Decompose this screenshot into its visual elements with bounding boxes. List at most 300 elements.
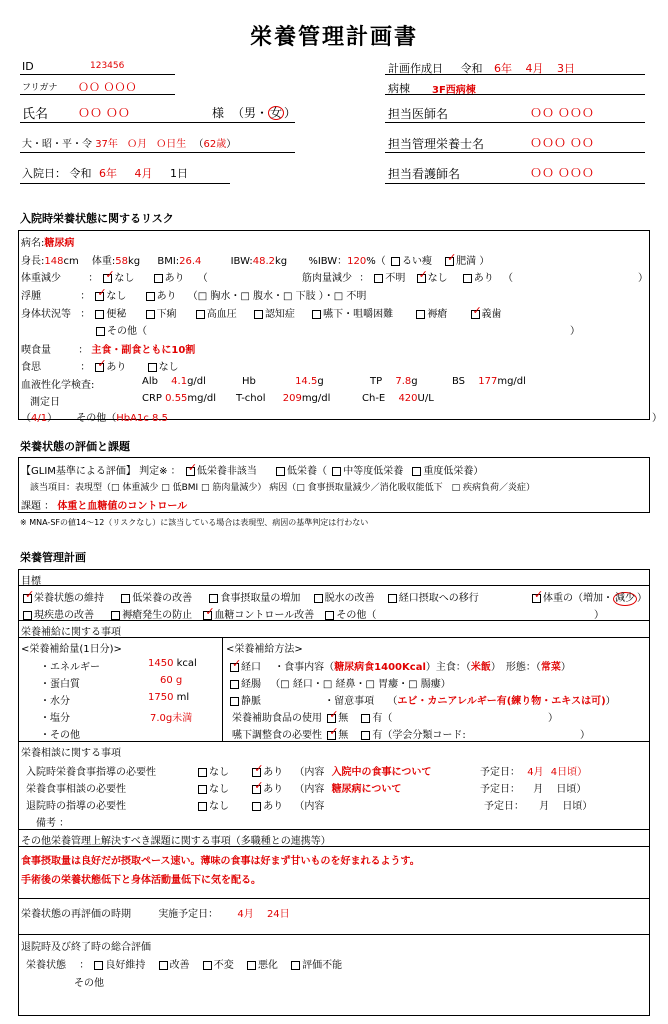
swallow-none-label: 無 bbox=[338, 730, 349, 741]
plan-date-year: 6年 bbox=[494, 62, 512, 75]
goals-row-2 bbox=[21, 606, 376, 621]
glim-severe-checkbox[interactable] bbox=[412, 467, 421, 476]
plan-date-label: 計画作成日 bbox=[388, 62, 443, 75]
height-unit: cm bbox=[63, 256, 79, 267]
name-value: ＯＯ ＯＯ bbox=[78, 106, 130, 120]
lab-label: 血液性化学検査: bbox=[21, 380, 95, 391]
body-other-label: その他（ bbox=[107, 326, 147, 337]
content-open: （内容 bbox=[294, 801, 325, 812]
oral-row bbox=[228, 658, 571, 673]
pressure-ulcer-label: 褥瘡 bbox=[427, 309, 448, 320]
swallow-row bbox=[232, 726, 466, 741]
goals-row-1 bbox=[21, 589, 479, 604]
body-status-row bbox=[21, 305, 502, 320]
tchol-field bbox=[236, 393, 330, 404]
final-unable-label: 評価不能 bbox=[302, 960, 343, 971]
sex-close: ） bbox=[284, 106, 297, 120]
paren-close: ） bbox=[580, 730, 590, 741]
tube-parts: （□ 経口・□ 経鼻・□ 胃瘻・□ 腸瘻） bbox=[270, 679, 451, 690]
glim-row bbox=[21, 462, 483, 477]
salt-value: 7.0g未満 bbox=[150, 713, 193, 724]
nurse-value: ＯＯ ＯＯＯ bbox=[530, 166, 594, 180]
disease-value: 糖尿病 bbox=[44, 238, 75, 249]
reeval-month: 4月 bbox=[237, 909, 254, 920]
reeval-label: 栄養状態の再評価の時期 bbox=[21, 909, 131, 920]
appetite-none-label: なし bbox=[158, 362, 179, 373]
intake-row bbox=[21, 341, 195, 356]
tp-field bbox=[370, 376, 418, 387]
che-label: Ch-E bbox=[362, 393, 386, 404]
guidance-yes-checkbox[interactable]: ✓ bbox=[254, 761, 264, 775]
goal-glucose-label: 血糖コントロール改善 bbox=[214, 610, 315, 621]
birth-day: Ｏ日生 bbox=[156, 139, 187, 150]
goal-maintain-checkbox[interactable]: ✓ bbox=[25, 587, 35, 601]
weight-loss-row bbox=[21, 269, 208, 284]
age-value: 62歳 bbox=[203, 139, 227, 150]
tube-label: 経腸 bbox=[241, 679, 261, 690]
tchol-label: T-chol bbox=[236, 393, 266, 404]
constipation-checkbox[interactable] bbox=[95, 310, 104, 319]
consult2-yes-checkbox[interactable]: ✓ bbox=[254, 778, 264, 792]
honorific: 様 bbox=[212, 106, 225, 120]
body-status-label: 身体状況等 bbox=[21, 309, 71, 320]
glim-severe-label: 重度低栄養） bbox=[423, 466, 484, 477]
guidance-month: 4月 bbox=[527, 767, 544, 778]
glim-items: 該当項目：表現型（□ 体重減少 □ 低BMI □ 筋肉量減少） 病因（□ 食事摂取量減少／消化吸収能低下 □ 疾病負荷／炎症） bbox=[30, 483, 536, 493]
paren-close: ） bbox=[548, 713, 558, 724]
muscle-row bbox=[302, 269, 513, 284]
risk-section-title: 入院時栄養状態に関するリスク bbox=[20, 212, 174, 225]
oral-checkbox[interactable]: ✓ bbox=[232, 656, 242, 670]
consult2-label: 栄養食事相談の必要性 bbox=[26, 784, 126, 795]
crp-value: 0.55 bbox=[165, 393, 188, 404]
intake-label: 喫食量 bbox=[21, 345, 51, 356]
dietitian-label: 担当管理栄養士名 bbox=[388, 137, 485, 151]
paren-open: （ bbox=[21, 413, 31, 424]
final-status-row bbox=[26, 956, 342, 971]
tube-checkbox[interactable] bbox=[230, 680, 239, 689]
appetite-none-checkbox[interactable] bbox=[148, 363, 157, 372]
energy-field bbox=[148, 658, 197, 669]
appetite-yes-label: あり bbox=[106, 362, 127, 373]
final-good-label: 良好維持 bbox=[105, 960, 146, 971]
ward-label: 病棟 bbox=[388, 82, 410, 95]
meal-value: 糖尿病食1400Kcal bbox=[334, 662, 426, 673]
admission-field bbox=[22, 165, 188, 181]
goal-weight-checkbox[interactable]: ✓ bbox=[534, 587, 544, 601]
goal-other-checkbox[interactable] bbox=[325, 611, 334, 620]
consult2-none-checkbox[interactable] bbox=[198, 785, 207, 794]
edema-yes-label: あり bbox=[156, 291, 177, 302]
hb-field bbox=[242, 376, 324, 387]
swallow-none-checkbox[interactable]: ✓ bbox=[329, 724, 339, 738]
goal-improve-label: 低栄養の改善 bbox=[132, 593, 193, 604]
doctor-label: 担当医師名 bbox=[388, 107, 449, 121]
goal-intake-label: 食事摂取量の増加 bbox=[220, 593, 301, 604]
content-open: （内容 bbox=[294, 767, 325, 778]
alb-label: Alb bbox=[142, 376, 158, 387]
pibw-value: 120 bbox=[347, 256, 367, 267]
paren-close: ） bbox=[560, 662, 571, 673]
water-unit: ml bbox=[176, 692, 190, 703]
ibw-unit: kg bbox=[275, 256, 288, 267]
appetite-yes-checkbox[interactable]: ✓ bbox=[97, 356, 107, 370]
colon: ： bbox=[88, 273, 99, 284]
discharge-none-label: なし bbox=[209, 801, 229, 812]
crp-label: CRP bbox=[142, 393, 162, 404]
energy-value: 1450 bbox=[148, 658, 174, 669]
evaluation-note: ※ MNA-SFの値14〜12（リスクなし）に該当している場合は表現型、病因の基準判定は行わない bbox=[20, 518, 369, 527]
body-other-checkbox[interactable] bbox=[96, 327, 105, 336]
tp-unit: g bbox=[411, 376, 418, 387]
reeval-row bbox=[21, 905, 290, 920]
protein-unit: g bbox=[175, 675, 183, 686]
constipation-label: 便秘 bbox=[106, 309, 127, 320]
id-label: ID bbox=[22, 60, 34, 73]
goal-maintain-label: 栄養状態の維持 bbox=[34, 593, 104, 604]
remarks-label: 備考 ： bbox=[36, 818, 70, 829]
final-worse-checkbox[interactable] bbox=[247, 961, 256, 970]
crp-field bbox=[142, 393, 216, 404]
supplement-yes-label: 有（ bbox=[372, 713, 393, 724]
sex-field bbox=[232, 104, 296, 121]
goal-other-label: その他（ bbox=[336, 610, 377, 621]
muscle-label: 筋肉量減少 bbox=[302, 273, 352, 284]
hypertension-label: 高血圧 bbox=[206, 309, 237, 320]
goal-oral-label: 経口摂取への移行 bbox=[398, 593, 479, 604]
issue-label: 課題 ： bbox=[21, 501, 55, 512]
bs-label: BS bbox=[452, 376, 466, 387]
supply-label: 栄養補給に関する事項 bbox=[21, 627, 121, 638]
body-measure-row bbox=[21, 252, 489, 267]
birth-field bbox=[22, 135, 236, 150]
discharge-yes-label: あり bbox=[263, 801, 284, 812]
guidance-choice bbox=[196, 763, 431, 778]
month-blank: 月 bbox=[533, 784, 544, 795]
goal-label: 目標 bbox=[21, 576, 41, 587]
supplement-none-checkbox[interactable]: ✓ bbox=[329, 707, 339, 721]
final-label: 退院時及び終了時の総合評価 bbox=[21, 942, 151, 953]
thin-checkbox[interactable] bbox=[391, 257, 400, 266]
iv-label: 静脈 bbox=[241, 696, 261, 707]
plan-date-month: 4月 bbox=[525, 62, 544, 75]
measure-date-row bbox=[21, 409, 168, 424]
hypertension-checkbox[interactable] bbox=[196, 310, 205, 319]
birth-year: 37年 bbox=[95, 139, 118, 150]
che-field bbox=[362, 393, 434, 404]
appetite-label: 食思 bbox=[21, 362, 41, 373]
weight-goal-selected: 減少 bbox=[615, 593, 635, 604]
month-blank: 月 bbox=[539, 801, 550, 812]
supplement-label: 栄養補助食品の使用 bbox=[232, 713, 322, 724]
weight-loss-none-checkbox[interactable]: ✓ bbox=[105, 267, 115, 281]
oral-label: 経口 bbox=[241, 662, 261, 673]
glim-label: 【GLIM基準による評価】 判定※ ： bbox=[21, 466, 181, 477]
staple-value: 米飯 bbox=[470, 662, 491, 673]
paren-open: （ bbox=[197, 273, 208, 284]
hb-unit: g bbox=[317, 376, 324, 387]
thin-label: るい痩 bbox=[401, 256, 432, 267]
disease-row bbox=[21, 234, 74, 249]
dietitian-value: ＯＯＯ ＯＯ bbox=[530, 136, 594, 150]
form-value: 常菜 bbox=[540, 662, 561, 673]
weight-loss-yes-checkbox[interactable] bbox=[154, 274, 163, 283]
evaluation-section-title: 栄養状態の評価と課題 bbox=[20, 440, 130, 453]
weight-loss-label: 体重減少 bbox=[21, 273, 61, 284]
consult-label: 栄養相談に関する事項 bbox=[21, 748, 121, 759]
muscle-yes-checkbox[interactable] bbox=[463, 274, 472, 283]
supplement-yes-checkbox[interactable] bbox=[361, 714, 370, 723]
appetite-row bbox=[21, 358, 179, 373]
weight-label: 体重: bbox=[91, 256, 116, 267]
muscle-unknown-label: 不明 bbox=[385, 273, 406, 284]
scheduled-label: 予定日： bbox=[480, 784, 520, 795]
form-label: ） 形態：（ bbox=[490, 662, 541, 673]
weight-goal-label: 体重の（増加・ bbox=[543, 593, 613, 604]
paren-close: ） bbox=[594, 610, 604, 621]
che-unit: U/L bbox=[417, 393, 434, 404]
furigana-value: ＯＯ ＯＯＯ bbox=[78, 81, 137, 94]
final-unable-checkbox[interactable] bbox=[291, 961, 300, 970]
pressure-ulcer-checkbox[interactable] bbox=[416, 310, 425, 319]
colon: ： bbox=[359, 273, 370, 284]
water-field bbox=[148, 692, 189, 703]
height-label: 身長: bbox=[21, 256, 45, 267]
method-label: <栄養補給方法> bbox=[226, 644, 303, 655]
name-label: 氏名 bbox=[22, 107, 49, 122]
weight-goal-close: ） bbox=[637, 593, 647, 604]
final-improve-label: 改善 bbox=[169, 960, 190, 971]
goal-disease-label: 現疾患の改善 bbox=[34, 610, 94, 621]
day-blank: 日頃） bbox=[562, 801, 593, 812]
salt-label: ・塩分 bbox=[40, 713, 70, 724]
final-other-label: その他 bbox=[74, 978, 104, 989]
reeval-day: 24日 bbox=[266, 909, 290, 920]
goal-oral-checkbox[interactable] bbox=[388, 594, 397, 603]
other-issue-1: 食事摂取量は良好だが摂取ペース速い。薄味の食事は好まず甘いものを好まれるようす。 bbox=[21, 856, 420, 867]
weight-unit: kg bbox=[128, 256, 141, 267]
alb-value: 4.1 bbox=[171, 376, 188, 387]
paren-close: ） bbox=[638, 273, 648, 284]
swallow-yes-checkbox[interactable] bbox=[361, 731, 370, 740]
discharge-none-checkbox[interactable] bbox=[198, 802, 207, 811]
admission-label: 入院日： bbox=[22, 167, 66, 180]
birth-era: 大・昭・平・令 bbox=[22, 139, 92, 150]
glim-nonapplicable-checkbox[interactable]: ✓ bbox=[187, 460, 198, 474]
diarrhea-label: 下痢 bbox=[156, 309, 177, 320]
muscle-none-checkbox[interactable]: ✓ bbox=[418, 267, 428, 281]
sex-selected: 女 bbox=[270, 106, 283, 120]
glim-mid-checkbox[interactable] bbox=[332, 467, 341, 476]
tchol-value: 209 bbox=[282, 393, 302, 404]
energy-label: ・エネルギー bbox=[40, 662, 100, 673]
colon: ： bbox=[79, 960, 90, 971]
guidance-date bbox=[480, 763, 587, 778]
final-worse-label: 悪化 bbox=[257, 960, 278, 971]
final-same-checkbox[interactable] bbox=[203, 961, 212, 970]
scheduled-label: 予定日： bbox=[484, 801, 524, 812]
tp-label: TP bbox=[370, 376, 383, 387]
swallow-label: 嚥下調整食の必要性 bbox=[232, 730, 322, 741]
dentures-checkbox[interactable]: ✓ bbox=[472, 303, 482, 317]
guidance-none-label: なし bbox=[209, 767, 229, 778]
crp-unit: mg/dl bbox=[187, 393, 217, 404]
guidance-yes-label: あり bbox=[263, 767, 284, 778]
water-label: ・水分 bbox=[40, 696, 70, 707]
supply-other-label: ・その他 bbox=[40, 730, 80, 741]
amount-label: <栄養補給量(1日分)> bbox=[21, 644, 122, 655]
guidance-day: 4日頃） bbox=[550, 767, 588, 778]
tube-row bbox=[228, 675, 451, 690]
guidance-content: 入院中の食事について bbox=[331, 767, 432, 778]
goal-dehydration-checkbox[interactable] bbox=[314, 594, 323, 603]
edema-parts: （□ 胸水・□ 腹水・□ 下肢 ）・□ 不明 bbox=[187, 291, 367, 302]
staple-label: ）主食：（ bbox=[425, 662, 471, 673]
caution-value: エビ・カニアレルギー有(練り物・エキスは可) bbox=[397, 696, 606, 707]
ibw-label: IBW: bbox=[230, 256, 253, 267]
glim-mid-label: 中等度低栄養 bbox=[343, 466, 404, 477]
weight-value: 58 bbox=[115, 256, 129, 267]
height-value: 148 bbox=[44, 256, 64, 267]
consult2-content: 糖尿病について bbox=[331, 784, 402, 795]
glim-nonapplicable-label: 低栄養非該当 bbox=[196, 466, 257, 477]
nurse-label: 担当看護師名 bbox=[388, 167, 461, 181]
doctor-value: ＯＯ ＯＯＯ bbox=[530, 106, 594, 120]
supplement-row bbox=[232, 709, 392, 724]
meal-label: ・食事内容（ bbox=[274, 662, 335, 673]
discharge-label: 退院時の指導の必要性 bbox=[26, 801, 126, 812]
iv-row bbox=[228, 692, 616, 707]
tchol-unit: mg/dl bbox=[301, 393, 331, 404]
paren-open: （ bbox=[502, 273, 513, 284]
scheduled-label: 予定日： bbox=[480, 767, 520, 778]
dysphagia-checkbox[interactable] bbox=[312, 310, 321, 319]
colon: ： bbox=[80, 309, 91, 320]
diarrhea-checkbox[interactable] bbox=[146, 310, 155, 319]
sex-open: （男・ bbox=[232, 106, 269, 120]
final-same-label: 不変 bbox=[213, 960, 234, 971]
goal-dehydration-label: 脱水の改善 bbox=[324, 593, 375, 604]
goal-intake-checkbox[interactable] bbox=[209, 594, 218, 603]
final-improve-checkbox[interactable] bbox=[159, 961, 168, 970]
admission-day: 1日 bbox=[170, 167, 188, 180]
final-status-label: 栄養状態 bbox=[26, 960, 66, 971]
colon: ： bbox=[80, 291, 91, 302]
plan-date-day: 3日 bbox=[557, 62, 575, 75]
obese-checkbox[interactable]: ✓ bbox=[447, 250, 457, 264]
weight-goal bbox=[530, 589, 647, 606]
issue-row bbox=[21, 497, 187, 512]
edema-label: 浮腫 bbox=[21, 291, 41, 302]
disease-label: 病名: bbox=[21, 238, 45, 249]
bs-field bbox=[452, 376, 526, 387]
edema-row bbox=[21, 287, 366, 302]
measure-date: 4/1 bbox=[31, 413, 48, 424]
intake-value: 主食・副食ともに10割 bbox=[91, 345, 196, 356]
reeval-sched-label: 実施予定日： bbox=[158, 909, 219, 920]
pibw-label: %IBW： bbox=[308, 256, 348, 267]
goal-glucose-checkbox[interactable]: ✓ bbox=[205, 604, 215, 618]
goal-ulcer-checkbox[interactable] bbox=[111, 611, 120, 620]
discharge-yes-checkbox[interactable] bbox=[252, 802, 261, 811]
consult2-none-label: なし bbox=[209, 784, 229, 795]
goal-improve-checkbox[interactable] bbox=[121, 594, 130, 603]
alb-field bbox=[142, 376, 206, 387]
obese-label: 肥満 ） bbox=[456, 256, 490, 267]
weight-loss-none-label: なし bbox=[114, 273, 135, 284]
page-title: 栄養管理計画書 bbox=[249, 24, 418, 50]
furigana-label: フリガナ bbox=[22, 83, 58, 93]
edema-none-checkbox[interactable]: ✓ bbox=[97, 285, 107, 299]
che-value: 420 bbox=[398, 393, 418, 404]
hb-value: 14.5 bbox=[295, 376, 318, 387]
measure-label: 測定日 bbox=[30, 397, 60, 408]
paren-close: ） bbox=[652, 413, 662, 424]
colon: ： bbox=[80, 362, 91, 373]
other-issue-2: 手術後の栄養状態低下と身体活動量低下に気を配る。 bbox=[21, 875, 261, 886]
hb-label: Hb bbox=[242, 376, 256, 387]
energy-unit: kcal bbox=[176, 658, 197, 669]
consult2-yes-label: あり bbox=[263, 784, 284, 795]
paren-close: ） bbox=[570, 326, 580, 337]
other-test-value: HbA1c 8.5 bbox=[116, 413, 168, 424]
weight-loss-yes-label: あり bbox=[164, 273, 185, 284]
bs-unit: mg/dl bbox=[497, 376, 526, 387]
admission-year: 6年 bbox=[99, 167, 117, 180]
other-issues-label: その他栄養管理上解決すべき課題に関する事項（多職種との連携等） bbox=[21, 836, 331, 847]
guidance-label: 入院時栄養食事指導の必要性 bbox=[26, 767, 156, 778]
goal-disease-checkbox[interactable] bbox=[23, 611, 32, 620]
muscle-none-label: なし bbox=[427, 273, 448, 284]
protein-value: 60 bbox=[160, 675, 173, 686]
dementia-checkbox[interactable] bbox=[254, 310, 263, 319]
caution-label: ・留意事項 bbox=[324, 696, 375, 707]
paren-open: （ bbox=[387, 696, 398, 707]
admission-month: 4月 bbox=[134, 167, 153, 180]
plan-date-era: 令和 bbox=[460, 62, 483, 75]
final-good-checkbox[interactable] bbox=[94, 961, 103, 970]
ibw-value: 48.2 bbox=[252, 256, 275, 267]
supplement-none-label: 無 bbox=[338, 713, 349, 724]
id-value: 123456 bbox=[90, 61, 125, 71]
alb-unit: g/dl bbox=[187, 376, 206, 387]
goal-ulcer-label: 褥瘡発生の防止 bbox=[122, 610, 193, 621]
iv-checkbox[interactable] bbox=[230, 697, 239, 706]
edema-none-label: なし bbox=[106, 291, 127, 302]
admission-era: 令和 bbox=[69, 167, 92, 180]
birth-month: Ｏ月 bbox=[127, 139, 148, 150]
tp-value: 7.8 bbox=[395, 376, 412, 387]
bs-value: 177 bbox=[478, 376, 498, 387]
issue-value: 体重と血糖値のコントロール bbox=[57, 501, 188, 512]
glim-low-checkbox[interactable] bbox=[276, 467, 285, 476]
swallow-code-label: 有（学会分類コード: bbox=[372, 730, 466, 741]
guidance-none-checkbox[interactable] bbox=[198, 768, 207, 777]
bmi-label: BMI: bbox=[157, 256, 180, 267]
glim-low-label: 低栄養（ bbox=[287, 466, 328, 477]
day-blank: 日頃） bbox=[556, 784, 587, 795]
muscle-unknown-checkbox[interactable] bbox=[374, 274, 383, 283]
dysphagia-label: 嚥下・咀嚼困難 bbox=[323, 309, 394, 320]
discharge-choice bbox=[196, 797, 324, 812]
content-open: （内容 bbox=[294, 784, 325, 795]
plan-section-title: 栄養管理計画 bbox=[20, 551, 86, 564]
edema-yes-checkbox[interactable] bbox=[146, 292, 155, 301]
dementia-label: 認知症 bbox=[264, 309, 295, 320]
paren-close: ） bbox=[47, 413, 58, 424]
consult2-choice bbox=[196, 780, 401, 795]
dentures-label: 義歯 bbox=[481, 309, 502, 320]
